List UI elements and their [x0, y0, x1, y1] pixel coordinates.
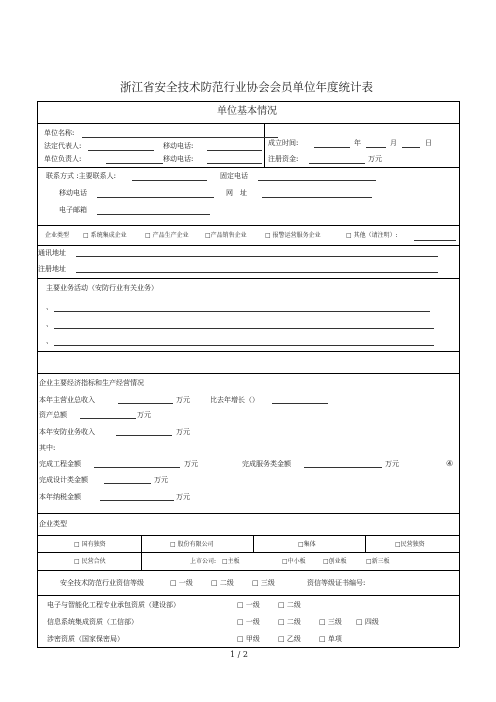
mail-address-label: 通讯地址 — [38, 249, 66, 257]
security-revenue-field[interactable] — [116, 435, 172, 436]
mobile-field[interactable] — [207, 150, 262, 151]
table-right-border — [459, 101, 460, 647]
enterprise-type-option[interactable]: □产品销售企业 — [205, 232, 247, 239]
row-divider — [37, 552, 459, 553]
finance-heading: 企业主要经济指标和生产经营情况 — [39, 379, 144, 387]
business-line-3[interactable] — [54, 345, 434, 346]
growth-field[interactable] — [272, 403, 328, 404]
person-in-charge-label: 单位负责人: — [44, 155, 82, 163]
cert-number-label: 资信等级证书编号: — [307, 579, 366, 587]
row-divider — [37, 570, 459, 571]
document-title: 浙江省安全技术防范行业协会会员单位年度统计表 — [120, 80, 373, 94]
board-option[interactable]: □主板 — [222, 558, 240, 565]
row-divider — [37, 225, 459, 226]
established-month-field[interactable] — [366, 147, 386, 148]
growth-label: 比去年增长（） — [210, 396, 259, 404]
established-year-field[interactable] — [314, 147, 350, 148]
row-divider — [37, 245, 459, 246]
ownership-option[interactable]: □ 股份有限公司 — [170, 541, 214, 548]
unit-name-label: 单位名称: — [44, 129, 75, 137]
cell-divider — [253, 535, 254, 552]
assets-unit: 万元 — [137, 411, 151, 419]
established-day-field[interactable] — [402, 147, 420, 148]
qualification-level-label: 安全技术防范行业资信等级 — [60, 579, 144, 587]
engineering-field[interactable] — [94, 467, 180, 468]
circle-mark: ④ — [446, 459, 454, 468]
registered-address-field[interactable] — [76, 272, 438, 273]
fixed-phone-field[interactable] — [258, 180, 376, 181]
row-divider — [37, 373, 459, 374]
registered-capital-field[interactable] — [309, 163, 365, 164]
website-label: 网 址 — [226, 189, 247, 197]
qual-option[interactable]: □ 四级 — [356, 618, 379, 626]
service-label: 完成服务类金额 — [242, 460, 291, 468]
qual-name: 电子与智能化工程专业承包资质（建设部） — [47, 601, 180, 609]
unit-name-field[interactable] — [82, 137, 278, 138]
row-divider — [37, 535, 459, 536]
table-top-border — [37, 101, 459, 102]
section-header: 单位基本情况 — [217, 106, 277, 117]
of-which-label: 其中: — [39, 444, 56, 452]
security-revenue-unit: 万元 — [176, 428, 190, 436]
business-bullet: 、 — [46, 337, 53, 345]
engineering-label: 完成工程金额 — [39, 460, 81, 468]
day-label: 日 — [425, 139, 432, 147]
tax-field[interactable] — [100, 500, 174, 501]
tax-unit: 万元 — [176, 493, 190, 501]
security-revenue-label: 本年安防业务收入 — [39, 428, 95, 436]
ownership-label: 企业类型 — [39, 520, 67, 528]
assets-label: 资产总额 — [39, 411, 67, 419]
contact-mobile-field[interactable] — [97, 197, 214, 198]
board-option[interactable]: □新三板 — [366, 558, 390, 565]
ownership-option[interactable]: □集体 — [298, 541, 316, 548]
qual-option[interactable]: □ 三级 — [319, 618, 342, 626]
ownership-option[interactable]: □ 国有独资 — [74, 541, 106, 548]
design-field[interactable] — [104, 483, 151, 484]
row-divider — [37, 351, 459, 352]
row-divider — [37, 167, 459, 168]
contact-person-field[interactable] — [132, 180, 207, 181]
qual-option[interactable]: □ 一级 — [237, 601, 260, 609]
table-left-border — [37, 101, 38, 647]
board-option[interactable]: □中小板 — [282, 558, 306, 565]
qual-option[interactable]: □ 乙级 — [278, 635, 301, 643]
cell-divider — [365, 535, 366, 552]
website-field[interactable] — [262, 197, 372, 198]
business-label: 主要业务活动（安防行业有关业务） — [46, 284, 158, 292]
mobile-label: 移动电话: — [163, 142, 194, 150]
mobile2-field[interactable] — [207, 163, 262, 164]
revenue-label: 本年主营业总收入 — [39, 396, 95, 404]
mobile2-label: 移动电话: — [163, 155, 194, 163]
row-divider — [37, 513, 459, 514]
email-field[interactable] — [97, 214, 210, 215]
contact-mobile-label: 移动电话 — [59, 189, 87, 197]
business-bullet: 、 — [46, 320, 53, 328]
design-label: 完成设计类金额 — [39, 476, 88, 484]
engineering-unit: 万元 — [184, 460, 198, 468]
business-line-2[interactable] — [54, 328, 434, 329]
business-line-1[interactable] — [54, 311, 430, 312]
other-type-field[interactable] — [414, 240, 456, 241]
page-number: 1 / 2 — [230, 650, 248, 659]
tax-label: 本年纳税金额 — [39, 493, 81, 501]
email-label: 电子邮箱 — [59, 206, 87, 214]
month-label: 月 — [390, 139, 397, 147]
registered-address-label: 注册地址 — [38, 265, 66, 273]
revenue-unit: 万元 — [176, 396, 190, 404]
qual-option[interactable]: □ 单项 — [319, 635, 342, 643]
capital-unit: 万元 — [368, 155, 382, 163]
legal-rep-field[interactable] — [88, 150, 154, 151]
qualification-level-option[interactable]: □ 一级 — [170, 579, 193, 587]
qualification-level-option[interactable]: □ 二级 — [211, 579, 234, 587]
contact-label: 联系方式 :主要联系人: — [46, 172, 116, 180]
design-unit: 万元 — [154, 476, 168, 484]
year-label: 年 — [354, 139, 361, 147]
qual-option[interactable]: □ 二级 — [278, 601, 301, 609]
qualification-level-option[interactable]: □ 三级 — [252, 579, 275, 587]
qual-name: 信息系统集成资质（工信部） — [47, 618, 138, 626]
enterprise-type-option[interactable]: □ 报警运营服务企业 — [265, 232, 321, 239]
row-divider — [37, 595, 459, 596]
enterprise-type-option[interactable]: □ 系统集成企业 — [83, 232, 127, 239]
legal-rep-label: 法定代表人: — [44, 142, 82, 150]
inner-divider — [264, 123, 265, 167]
ownership-option[interactable]: □民营独资 — [395, 541, 425, 548]
enterprise-type-label: 企业类型 — [45, 232, 70, 239]
service-field[interactable] — [304, 467, 382, 468]
person-in-charge-field[interactable] — [106, 163, 163, 164]
business-bullet: 、 — [46, 303, 53, 311]
listed-company-label: 上市公司: — [190, 558, 217, 565]
enterprise-type-option[interactable]: □ 其他（请注明）: — [346, 232, 398, 239]
qual-option[interactable]: □ 二级 — [278, 618, 301, 626]
ownership-option[interactable]: □ 民营合伙 — [74, 558, 106, 565]
registered-capital-label: 注册资金: — [268, 155, 299, 163]
row-divider — [37, 123, 459, 124]
qual-option[interactable]: □ 甲级 — [237, 635, 260, 643]
revenue-field[interactable] — [118, 403, 173, 404]
fixed-phone-label: 固定电话 — [220, 172, 248, 180]
enterprise-type-option[interactable]: □ 产品生产企业 — [145, 232, 189, 239]
qual-option[interactable]: □ 一级 — [237, 618, 260, 626]
board-option[interactable]: □创业板 — [323, 558, 347, 565]
mail-address-field[interactable] — [76, 256, 438, 257]
table-bottom-border — [37, 647, 459, 648]
assets-field[interactable] — [80, 418, 136, 419]
established-label: 成立时间: — [268, 139, 299, 147]
qual-name: 涉密资质（国家保密局） — [47, 635, 124, 643]
service-unit: 万元 — [385, 460, 399, 468]
row-divider — [37, 278, 459, 279]
